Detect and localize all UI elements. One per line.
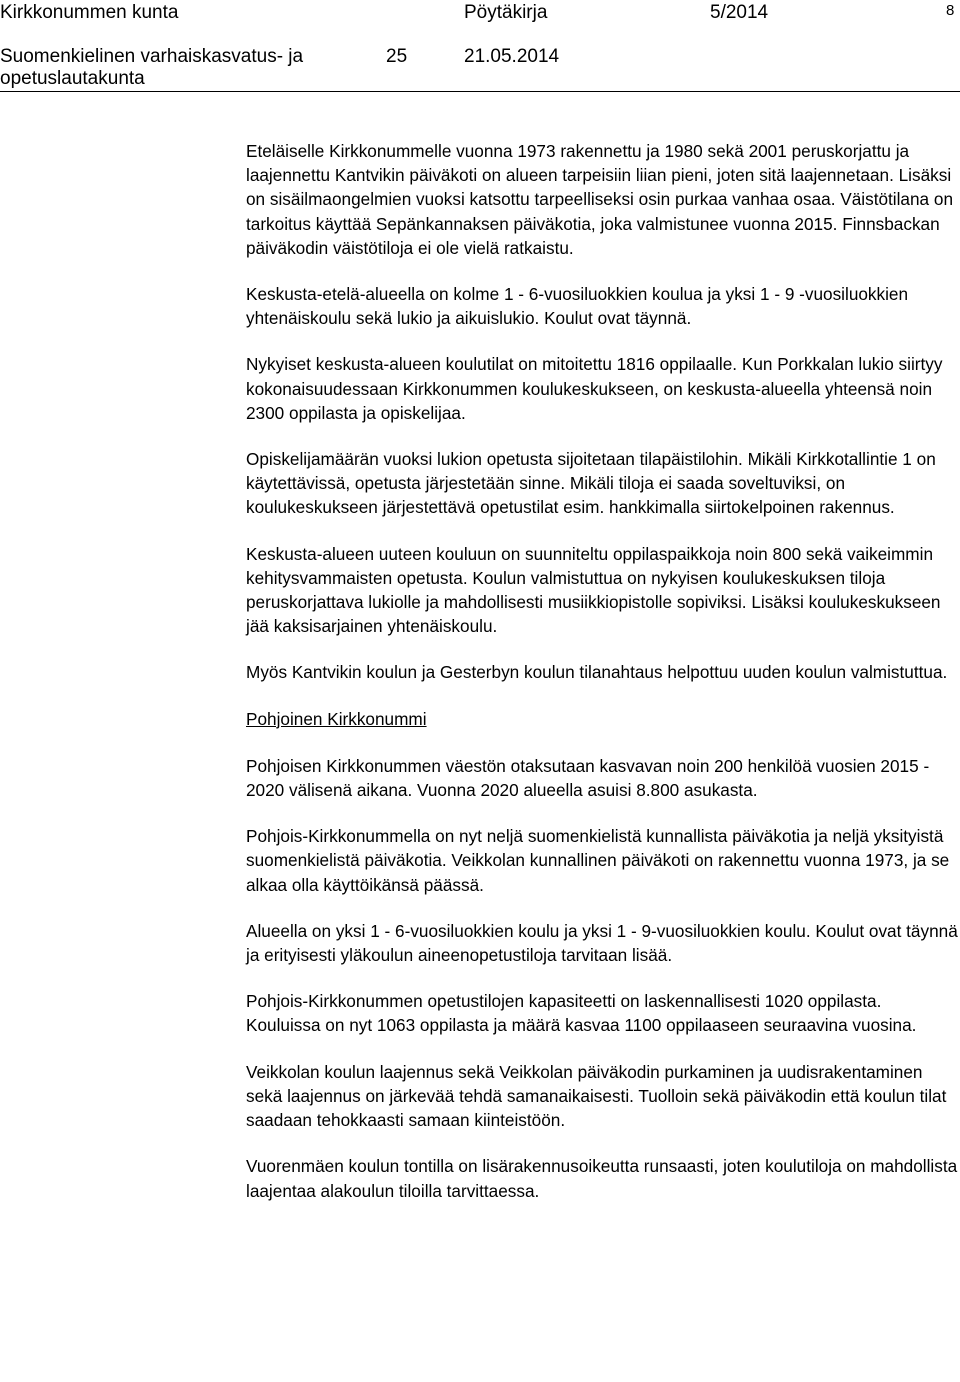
paragraph: Pohjois-Kirkkonummen opetustilojen kapasiteetti on laskennallisesti 1020 oppilasta. Kouluissa on nyt 1063 oppilasta ja määrä kasvaa 1100 oppilaaseen seuraavina vuosina. (246, 991, 917, 1036)
header-divider (0, 91, 960, 92)
paragraph: Nykyiset keskusta-alueen koulutilat on mitoitettu 1816 oppilaalle. Kun Porkkalan lukio siirtyy kokonaisuudessaan Kirkkonummen koulukeskukseen, on keskusta-alueella yhteensä noin 2300 oppilasta ja opiskelijaa. (246, 354, 943, 423)
paragraph: Keskusta-alueen uuteen kouluun on suunniteltu oppilaspaikkoja noin 800 sekä vaikeimmin kehitysvammaisten opetusta. Koulun valmistuttua on nykyisen koulukeskuksen tiloja peruskorjattava lukiolle ja mahdollisesti musiikkiopistolle sopiviksi. Lisäksi koulukeskukseen jää kaksisarjainen yhtenäiskoulu. (246, 543, 941, 637)
paragraph: Pohjoisen Kirkkonummen väestön otaksutaan kasvavan noin 200 henkilöä vuosien 2015 - 2020 välisenä aikana. Vuonna 2020 alueella asuisi 8.800 asukasta. (246, 755, 930, 801)
document-type: Pöytäkirja (464, 2, 548, 23)
paragraph: Eteläiselle Kirkkonummelle vuonna 1973 rakennettu ja 1980 sekä 2001 peruskorjattu ja laajennettu Kantvikin päiväkoti on alueen tarpeisiin liian pieni, joten sitä laajennetaan. Lisäksi on sisäilmaongelmien vuoksi katsottu tarpeelliseksi osin purkaa vanhaa osaa. Väistötilana on tarkoitus käyttää Sepänkannaksen päiväkotia, joka valmistunee vuonna 2015. Finnsbackan päiväkodin väistötiloja ei ole vielä ratkaistu. (246, 141, 954, 258)
meeting-date: 21.05.2014 (464, 46, 560, 67)
paragraph: Keskusta-etelä-alueella on kolme 1 - 6-vuosiluokkien koulua ja yksi 1 - 9 -vuosiluokkien yhtenäiskoulu sekä lukio ja aikuislukio. Koulut ovat täynnä. (246, 284, 909, 329)
section-heading: Pohjoinen Kirkkonummi (246, 708, 427, 729)
paragraph: Vuorenmäen koulun tontilla on lisärakennusoikeutta runsaasti, joten koulutiloja on mahdollista laajentaa alakoulun tiloilla tarvittaessa. (246, 1156, 958, 1201)
paragraph: Myös Kantvikin koulun ja Gesterbyn koulun tilanahtaus helpottuu uuden koulun valmistuttua. (246, 662, 948, 683)
section-number: 25 (386, 46, 408, 67)
board-name: Suomenkielinen varhaiskasvatus- ja opetuslautakunta (0, 46, 304, 89)
page-header (0, 0, 960, 92)
paragraph: Opiskelijamäärän vuoksi lukion opetusta sijoitetaan tilapäistilohin. Mikäli Kirkkotallintie 1 on käytettävissä, opetusta järjestetään sinne. Mikäli tiloja ei saada soveltuviksi, on koulukeskukseen järjestettävä opetustilat esim. hankkimalla siirtokelpoinen rakennus. (246, 449, 936, 518)
page-number: 8 (946, 2, 955, 19)
issue-number: 5/2014 (710, 2, 769, 23)
paragraph: Pohjois-Kirkkonummella on nyt neljä suomenkielistä kunnallista päiväkotia ja neljä yksityistä suomenkielistä päiväkotia. Veikkolan kunnallinen päiväkoti on rakennettu vuonna 1973, ja se alkaa olla käyttöikänsä päässä. (246, 826, 950, 895)
organization-name: Kirkkonummen kunta (0, 2, 179, 23)
document-body (246, 139, 958, 1225)
paragraph: Alueella on yksi 1 - 6-vuosiluokkien koulu ja yksi 1 - 9-vuosiluokkien koulu. Koulut ovat täynnä ja erityisesti yläkoulun aineenopetustiloja tarvitaan lisää. (246, 920, 958, 966)
paragraph: Veikkolan koulun laajennus sekä Veikkolan päiväkodin purkaminen ja uudisrakentaminen sekä laajennus on järkevää tehdä samanaikaisesti. Tuolloin sekä päiväkodin että koulun tilat saadaan tehokkaasti samaan kiinteistöön. (246, 1061, 947, 1131)
